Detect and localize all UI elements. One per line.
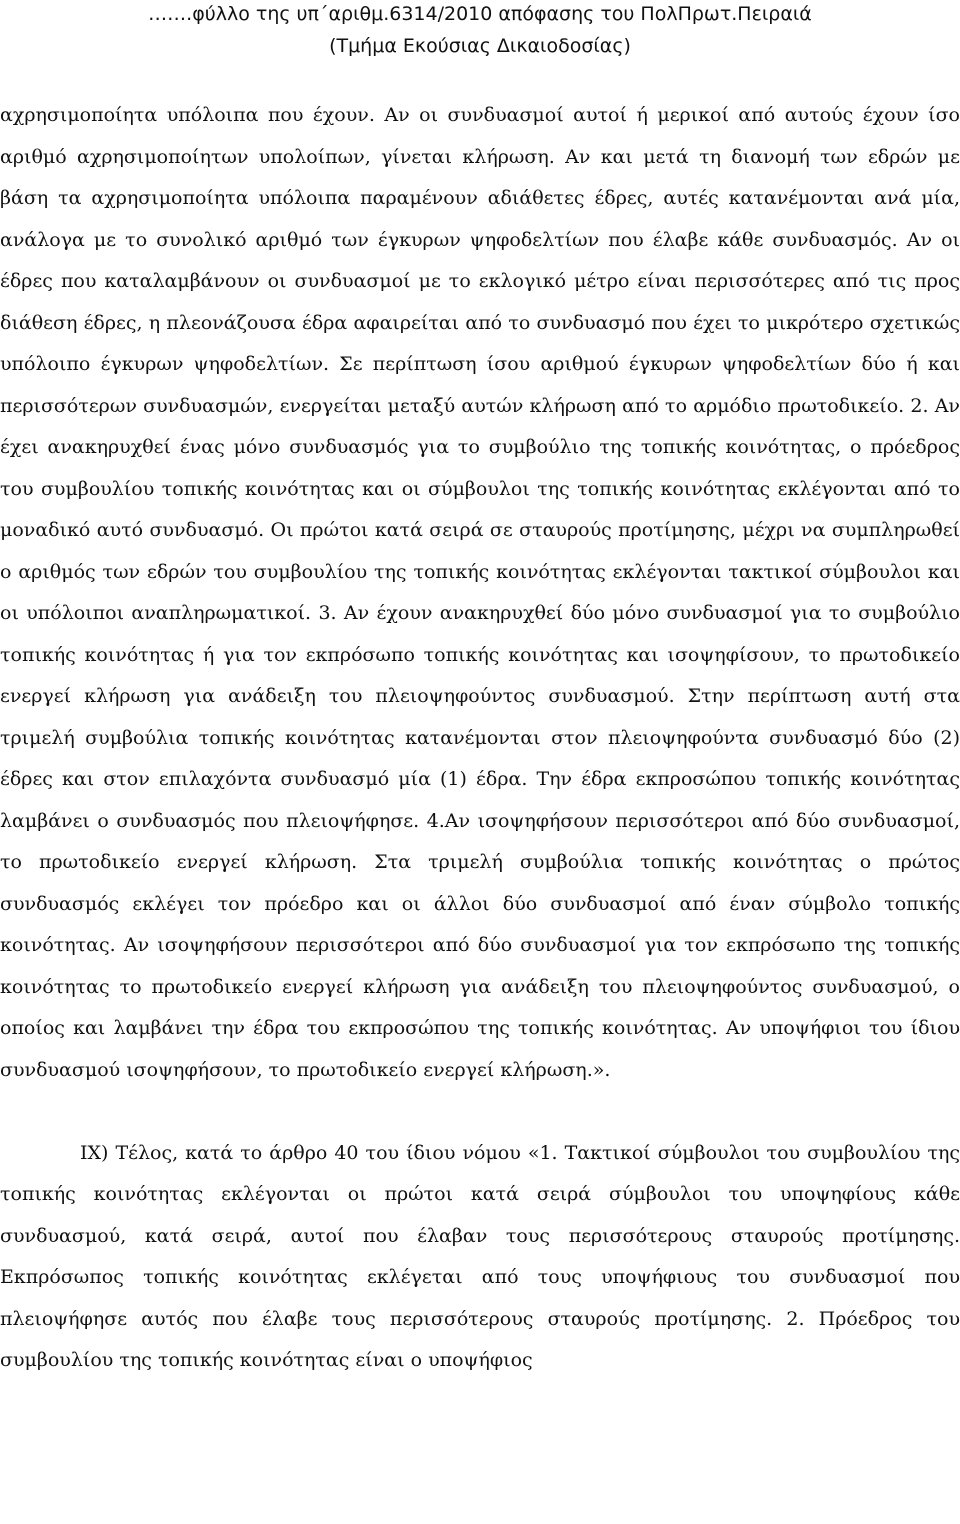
- body-paragraph-1: αχρησιμοποίητα υπόλοιπα που έχουν. Αν οι συνδυασμοί αυτοί ή μερικοί από αυτούς έχουν ίσο αριθμό αχρησιμοποίητων υπολοίπων, γίνεται κλήρωση. Αν και μετά τη διανομή των εδρών με βάση τα αχρησιμοποίητα υπόλοιπα παραμένουν αδιάθετες έδρες, αυτές κατανέμονται ανά μία, ανάλογα με το συνολικό αριθμό των έγκυρων ψηφοδελτίων που έλαβε κάθε συνδυασμός. Αν οι έδρες που καταλαμβάνουν οι συνδυασμοί με το εκλογικό μέτρο είναι περισσότερες από τις προς διάθεση έδρες, η πλεονάζουσα έδρα αφαιρείται από το συνδυασμό που έχει το μικρότερο σχετικώς υπόλοιπο έγκυρων ψηφοδελτίων. Σε περίπτωση ίσου αριθμού έγκυρων ψηφοδελτίων δύο ή και περισσότερων συνδυασμών, ενεργείται μεταξύ αυτών κλήρωση από το αρμόδιο πρωτοδικείο. 2. Αν έχει ανακηρυχθεί ένας μόνο συνδυασμός για το συμβούλιο της τοπικής κοινότητας, ο πρόεδρος του συμβουλίου τοπικής κοινότητας και οι σύμβουλοι της τοπικής κοινότητας εκλέγονται από το μοναδικό αυτό συνδυασμό. Οι πρώτοι κατά σειρά σε σταυρούς προτίμησης, μέχρι να συμπληρωθεί ο αριθμός των εδρών του συμβουλίου της τοπικής κοινότητας εκλέγονται τακτικοί σύμβουλοι και οι υπόλοιποι αναπληρωματικοί. 3. Αν έχουν ανακηρυχθεί δύο μόνο συνδυασμοί για το συμβούλιο τοπικής κοινότητας ή για τον εκπρόσωπο τοπικής κοινότητας και ισοψηφίσουν, το πρωτοδικείο ενεργεί κλήρωση για ανάδειξη του πλειοψηφούντος συνδυασμού. Στην περίπτωση αυτή στα τριμελή συμβούλια τοπικής κοινότητας κατανέμονται στον πλειοψηφούντα συνδυασμό δύο (2) έδρες και στον επιλαχόντα συνδυασμό μία (1) έδρα. Την έδρα εκπροσώπου τοπικής κοινότητας λαμβάνει ο συνδυασμός που πλειοψήφησε. 4.Αν ισοψηφήσουν περισσότεροι από δύο συνδυασμοί, το πρωτοδικείο ενεργεί κλήρωση. Στα τριμελή συμβούλια τοπικής κοινότητας ο πρώτος συνδυασμός εκλέγει τον πρόεδρο και οι άλλοι δύο συνδυασμοί από έναν σύμβολο τοπικής κοινότητας. Αν ισοψηφήσουν περισσότεροι από δύο συνδυασμοί για τον εκπρόσωπο της τοπικής κοινότητας το πρωτοδικείο ενεργεί κλήρωση για ανάδειξη του πλειοψηφούντος συνδυασμού, ο οποίος και λαμβάνει την έδρα του εκπροσώπου της τοπικής κοινότητας. Αν υποψήφιοι του ίδιου συνδυασμού ισοψηφήσουν, το πρωτοδικείο ενεργεί κλήρωση.».: [0, 104, 960, 1081]
- page-header: [0, 0, 960, 62]
- document-body: [0, 95, 960, 1382]
- body-paragraph-2: IX) Τέλος, κατά το άρθρο 40 του ίδιου νόμου «1. Τακτικοί σύμβουλοι του συμβουλίου της τοπικής κοινότητας εκλέγονται οι πρώτοι κατά σειρά σύμβουλοι του υποψηφίους κάθε συνδυασμού, κατά σειρά, αυτοί που έλαβαν τους περισσότερους σταυρούς προτίμησης. Εκπρόσωπος τοπικής κοινότητας εκλέγεται από τους υποψήφιους του συνδυασμοί που πλειοψήφησε αυτός που έλαβε τους περισσότερους σταυρούς προτίμησης. 2. Πρόεδρος του συμβουλίου της τοπικής κοινότητας είναι ο υποψήφιος: [0, 1141, 960, 1371]
- header-document-reference: …….φύλλο της υπ΄αριθμ.6314/2010 απόφασης του ΠολΠρωτ.Πειραιά: [148, 3, 812, 25]
- header-court-section: (Τμήμα Εκούσιας Δικαιοδοσίας): [329, 35, 631, 57]
